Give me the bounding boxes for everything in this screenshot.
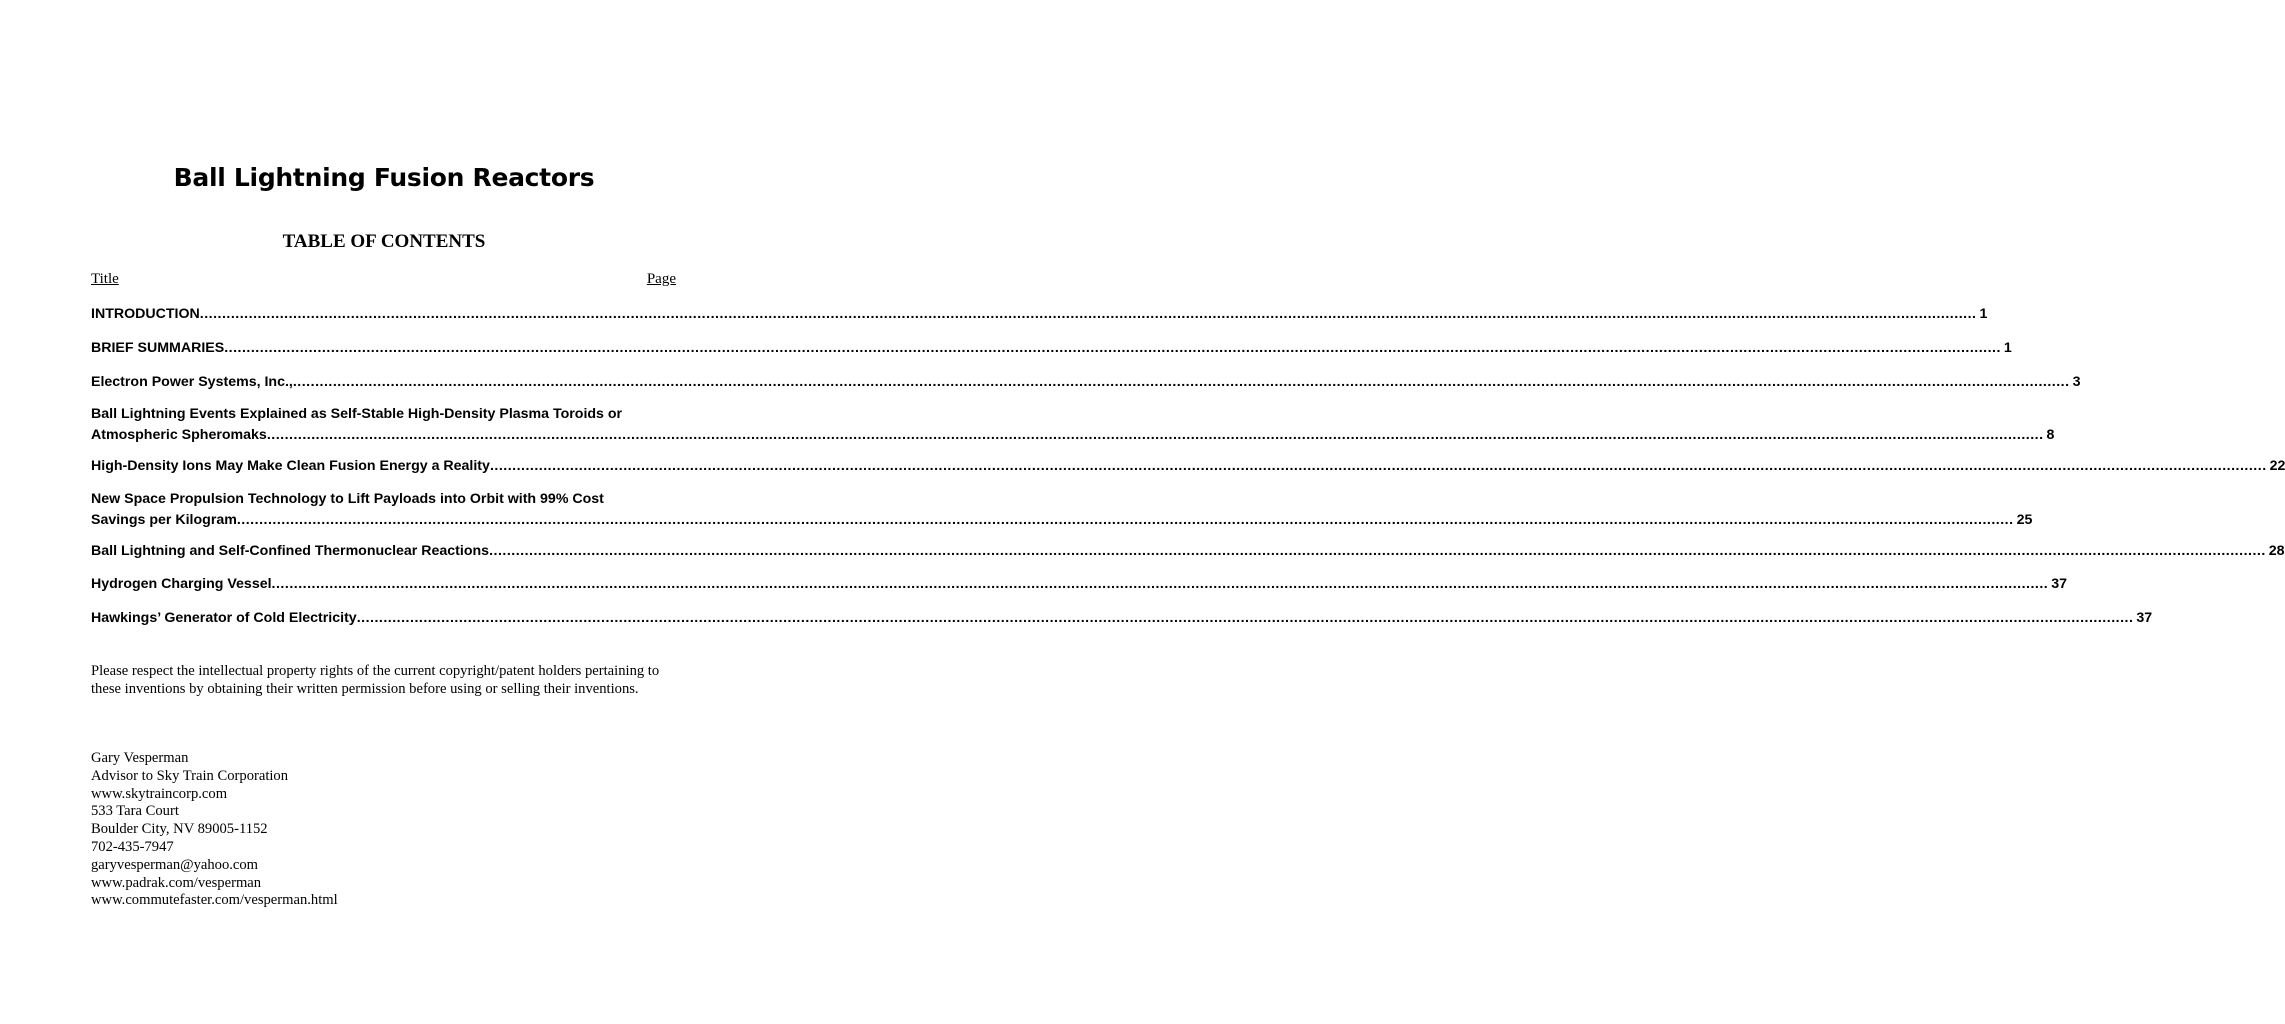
toc-entry[interactable] — [91, 456, 2285, 477]
toc-page-number: 1 — [1979, 306, 1988, 322]
page-column-header: Page — [646, 271, 676, 287]
toc-entry[interactable] — [91, 338, 2012, 359]
toc-page-number: 3 — [2072, 374, 2081, 390]
toc-dot-leader: ................................................................................................................................................................................................................................................................................................................................................................................................................ — [292, 374, 2070, 390]
toc-page-number: 37 — [2136, 610, 2153, 626]
toc-page-number: 25 — [2016, 512, 2033, 528]
toc-page-number: 22 — [2269, 458, 2285, 474]
toc-dot-leader: ................................................................................................................................................................................................................................................................................................................................................................................................................ — [489, 543, 2266, 559]
title-column-header: Title — [91, 271, 119, 287]
contact-website-link[interactable]: www.padrak.com/vesperman — [91, 874, 262, 891]
toc-entry-line — [91, 456, 2285, 477]
toc-page-number: 28 — [2268, 543, 2285, 559]
toc-entry-title: Hawkings’ Generator of Cold Electricity — [91, 610, 357, 626]
contact-name: Gary Vesperman — [91, 750, 189, 766]
toc-entry[interactable] — [91, 304, 1988, 325]
toc-page-number: 8 — [2046, 427, 2055, 443]
toc-entry-title: INTRODUCTION — [91, 306, 200, 322]
contact-role: Advisor to Sky Train Corporation — [91, 767, 289, 784]
toc-entry-line — [91, 541, 2285, 562]
toc-entry-title: High-Density Ions May Make Clean Fusion Energy a Reality — [91, 458, 490, 474]
toc-entry[interactable] — [91, 608, 2153, 629]
toc-entry-title: New Space Propulsion Technology to Lift Payloads into Orbit with 99% Cost — [91, 491, 604, 507]
toc-entry-line — [91, 510, 2033, 531]
toc-dot-leader: ................................................................................................................................................................................................................................................................................................................................................................................................................ — [356, 610, 2134, 626]
toc-page-number: 37 — [2051, 576, 2068, 592]
toc-entry-title: Hydrogen Charging Vessel — [91, 576, 272, 592]
document-title: Ball Lightning Fusion Reactors — [173, 163, 595, 192]
contact-address-city: Boulder City, NV 89005-1152 — [91, 821, 268, 838]
toc-page-number: 1 — [2003, 340, 2012, 356]
toc-entry-line — [91, 489, 678, 510]
toc-entry-title: Atmospheric Spheromaks — [91, 427, 267, 443]
toc-entry-line — [91, 404, 678, 425]
toc-dot-leader: ................................................................................................................................................................................................................................................................................................................................................................................................................ — [224, 340, 2001, 356]
toc-entry-title: Ball Lightning and Self-Confined Thermonuclear Reactions — [91, 543, 490, 559]
toc-dot-leader: ................................................................................................................................................................................................................................................................................................................................................................................................................ — [199, 306, 1977, 322]
toc-entry-line — [91, 425, 2055, 446]
toc-entry[interactable] — [91, 574, 2068, 595]
toc-entry-line — [91, 338, 2012, 359]
contact-address-street: 533 Tara Court — [91, 803, 179, 820]
toc-dot-leader: ................................................................................................................................................................................................................................................................................................................................................................................................................ — [266, 427, 2044, 443]
copyright-notice: Please respect the intellectual property rights of the current copyright/patent holders pertaining to these inventions by obtaining their written permission before using or selling their inventions. — [91, 663, 660, 697]
toc-entry[interactable] — [91, 541, 2285, 562]
toc-entry-line — [91, 372, 2081, 393]
contact-phone: 702-435-7947 — [91, 838, 174, 855]
toc-entry-title: Ball Lightning Events Explained as Self-Stable High-Density Plasma Toroids or — [91, 406, 623, 422]
toc-entry-title: BRIEF SUMMARIES — [91, 340, 225, 356]
contact-website-link[interactable]: www.commutefaster.com/vesperman.html — [91, 892, 338, 909]
toc-entry-line — [91, 574, 2068, 595]
toc-dot-leader: ................................................................................................................................................................................................................................................................................................................................................................................................................ — [489, 458, 2267, 474]
toc-entry-title: Savings per Kilogram — [91, 512, 237, 528]
toc-dot-leader: ................................................................................................................................................................................................................................................................................................................................................................................................................ — [271, 576, 2049, 592]
toc-entry[interactable] — [91, 489, 2033, 531]
toc-entry[interactable] — [91, 404, 2055, 446]
contact-website-link[interactable]: www.skytraincorp.com — [91, 785, 228, 802]
contact-email-link[interactable]: garyvesperman@yahoo.com — [91, 856, 259, 873]
toc-entry-title: Electron Power Systems, Inc., — [91, 374, 293, 390]
contact-block — [91, 750, 491, 910]
toc-entry-line — [91, 304, 1988, 325]
toc-heading: TABLE OF CONTENTS — [282, 231, 486, 252]
toc-entry[interactable] — [91, 372, 2081, 393]
toc-dot-leader: ................................................................................................................................................................................................................................................................................................................................................................................................................ — [236, 512, 2014, 528]
toc-entry-line — [91, 608, 2153, 629]
